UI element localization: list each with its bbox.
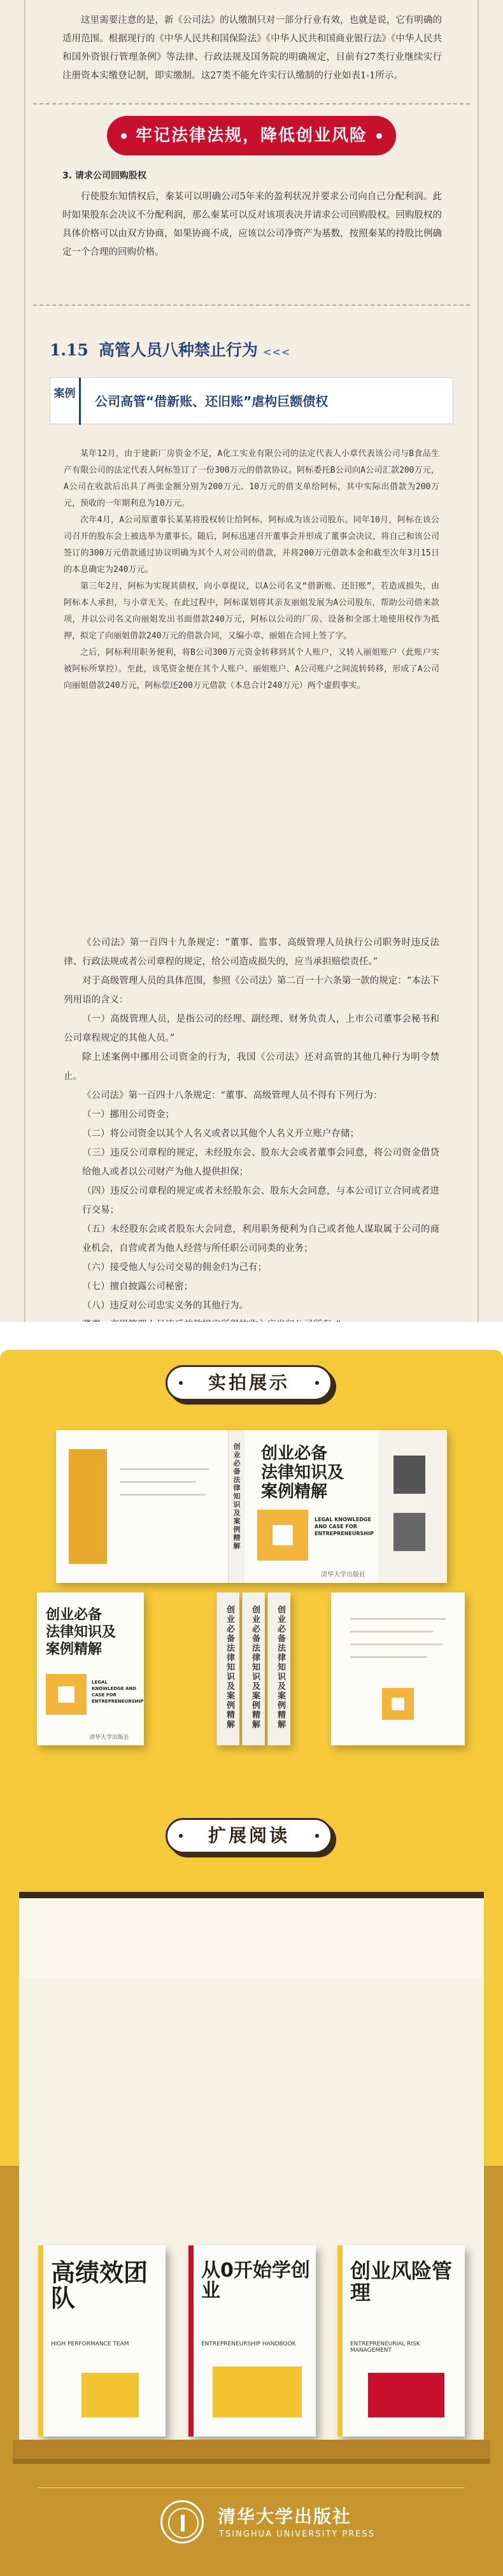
spine-title: 创业必备法律知识及案例精解 <box>225 1605 234 1729</box>
cover-publisher: 清华大学出版社 <box>89 1735 130 1741</box>
author-photo <box>393 1513 425 1551</box>
cover-title <box>46 1606 116 1658</box>
ext-book[interactable] <box>38 2245 166 2436</box>
book-spine-photo <box>267 1592 290 1745</box>
chapter-title: 高管人员八种禁止行为 <box>98 341 258 359</box>
publisher-name: 清华大学出版社 <box>218 2506 352 2527</box>
cover-subtitle: LEGAL KNOWLEDGE AND CASE FOR ENTREPRENEURSHIP <box>92 1680 144 1704</box>
footer-divider <box>38 2487 465 2488</box>
cover-subtitle: LEGAL KNOWLEDGE AND CASE FOR ENTREPRENEURSHIP <box>315 1517 374 1536</box>
chapter-arrows: <<< <box>262 346 291 358</box>
showcase-heading: 实拍展示 <box>166 1365 332 1401</box>
law-paragraph: （一）高级管理人员，是指公司的经理、副经理、财务负责人，上市公司董事会秘书和公司章程规定的其他人员。” <box>64 1014 439 1043</box>
law-paragraph: 对于高级管理人员的具体范围，参照《公司法》第二百一十六条第一款的规定：“本法下列用语的含义： <box>64 976 439 1005</box>
tip-title: 3. 请求公司回购股权 <box>62 171 146 181</box>
divider <box>33 103 470 104</box>
intro-paragraph: 这里需要注意的是，新《公司法》的认缴制只对一部分行业有效，也就是说，它有明确的适用范围。根据现行的《中华人民共和国保险法》《中华人民共和国商业银行法》《中华人民共和国外资银行管理条例》等法律、行政法规及国务院的明确规定，目前有27类行业继续实行注册资本实缴登记制，即实缴制。这27类不能允许实行认缴制的行业如表1-1所示。 <box>62 15 442 81</box>
cover-title-line: 创业必备 <box>261 1444 328 1463</box>
book-spine <box>228 1430 244 1583</box>
cover-title-line: 法律知识及 <box>46 1624 117 1640</box>
showcase-top-stripe <box>0 1322 503 1359</box>
case-paragraph: 之后，阿标利用职务便利，将B公司300万元资金转移到其个人账户，又转入丽姐账户（此账户实被阿标所掌控）。至此，该笔资金便在其个人账户、丽姐账户、A公司账户之间流转转移，形成了A公司向丽姐借款240万元，阿标偿还200万元借款（本息合计240万元）两个虚假事实。 <box>64 648 439 691</box>
book-spread <box>56 1430 447 1583</box>
book-back-cover-photo <box>331 1592 465 1745</box>
law-item: （四）违反公司章程的规定或者未经股东会、股东大会同意，与本公司订立合同或者进行交易； <box>82 1186 439 1215</box>
law-paragraph: 《公司法》第一百四十八条规定：“董事、高级管理人员不得有下列行为： <box>82 1091 383 1101</box>
ext-book[interactable] <box>188 2245 316 2436</box>
intro-block <box>62 11 442 85</box>
book-flap <box>378 1430 447 1583</box>
text-line <box>120 1494 206 1496</box>
ext-book-title: 创业风险管理 <box>350 2259 453 2305</box>
spine-title: 创业必备法律知识及案例精解 <box>276 1605 285 1729</box>
cube-logo <box>257 1510 308 1561</box>
law-item: （七）擅自披露公司秘密； <box>82 1282 193 1292</box>
text-line <box>350 1643 443 1645</box>
case-body <box>64 446 439 694</box>
case-title: 公司高管“借新账、还旧账”虐构巨额债权 <box>95 394 329 409</box>
bookshelf <box>13 2440 490 2459</box>
spine-title: 创业必备法律知识及案例精解 <box>232 1443 241 1550</box>
cube-hole <box>392 1698 404 1710</box>
cover-title-line: 案例精解 <box>46 1642 103 1657</box>
text-line <box>120 1481 196 1483</box>
book-back-cover <box>56 1430 228 1583</box>
law-item: （一）挪用公司资金； <box>82 1110 174 1120</box>
law-item: （八）违反对公司忠实义务的其他行为。 <box>82 1301 248 1311</box>
chapter-heading <box>50 338 290 361</box>
ext-book-title: 高绩效团队 <box>51 2259 148 2312</box>
cover-publisher: 清华大学出版社 <box>321 1571 365 1578</box>
tip-block <box>62 167 442 262</box>
cube-hole <box>58 1686 74 1703</box>
publisher-name-en: TSINGHUA UNIVERSITY PRESS <box>219 2529 376 2539</box>
case-title-box <box>50 377 453 424</box>
cube-hole <box>273 1525 293 1545</box>
cover-art <box>368 2373 444 2417</box>
law-item: （二）将公司资金以其个人名义或者以其他个人名义开立账户存储； <box>82 1129 359 1139</box>
cover-title-line: 法律知识及 <box>261 1463 344 1482</box>
ext-book-en: ENTREPRENEURIAL RISK MANAGEMENT <box>350 2341 420 2354</box>
tip-body: 行使股东知情权后，秦某可以明确公司5年来的盈利状况并要求公司向自己分配利润。此时如果股东会决议不分配利润，那么秦某可以反对该项表决并请求公司回购股权。回购股权的具体价格可以由双方协商，如果协商不成，应该以公司净资产为基数，按照秦某的持股比例确定一个合理的回购价格。 <box>62 192 442 257</box>
law-item: （五）未经股东会或者股东大会同意，利用职务便利为自己或者他人谋取属于公司的商业机会，自营或者为他人经营与所任职公司同类的业务； <box>82 1224 439 1254</box>
law-paragraph: 除上述案例中挪用公司资金的行为，我国《公司法》还对高管的其他几种行为明令禁止。 <box>64 1052 439 1082</box>
ext-book-en: HIGH PERFORMANCE TEAM <box>51 2341 129 2347</box>
book-front-cover <box>244 1430 378 1583</box>
ext-book-en: ENTREPRENEURSHIP HANDBOOK <box>201 2341 296 2347</box>
case-paragraph: 第三年2月，阿标为实现其债权，向小章提议，以A公司名义“借新账、还旧账”，若造成损失，由阿标本人承担，与小章无关。在此过程中，阿标谋划将其亲友丽姐发展为A公司股东，帮助公司借来款项，并以公司名义向丽姐发出书面借款240万元，阿标以公司的厂房、设备和全部土地使用权作为抵押，拟定了向丽姐借款240万元的借款合同，又编小章、丽姐在合同上签了字。 <box>64 582 439 641</box>
law-item: （三）违反公司章程的规定，未经股东会、股东大会或者董事会同意，将公司资金借贷给他人或者以公司财产为他人提供担保； <box>82 1148 439 1177</box>
book-spine-photo <box>242 1592 265 1745</box>
law-section <box>64 933 439 1335</box>
extended-heading: 扩展阅读 <box>166 1818 332 1854</box>
book-front-cover-photo <box>37 1592 144 1745</box>
divider <box>33 304 470 306</box>
text-line <box>350 1618 446 1620</box>
ext-book-title: 从0开始学创业 <box>201 2259 310 2302</box>
showcase-section <box>0 1322 503 1784</box>
text-line <box>350 1656 427 1658</box>
cube-logo <box>46 1674 87 1715</box>
text-line <box>120 1468 209 1470</box>
university-seal-icon <box>160 2500 204 2544</box>
law-paragraph: 《公司法》第一百四十九条规定：“董事、监事、高级管理人员执行公司职务时违反法律、行政法规或者公司章程的规定，给公司造成损失的，应当承担赔偿责任。” <box>64 938 439 967</box>
extended-reading-section <box>0 1784 503 2576</box>
cover-title-line: 案例精解 <box>261 1482 328 1501</box>
book-spine-photo <box>216 1592 239 1745</box>
chapter-number: 1.15 <box>50 341 89 359</box>
cube-logo <box>382 1688 414 1720</box>
case-paragraph: 某年12月，由于建新厂房资金不足，A化工实业有限公司的法定代表人小章代表该公司与B食品生产有限公司的法定代表人阿标签订了一份300万元的借款协议。阿标委托B公司向A公司汇款200万元，A公司在收款后出具了两张金额分别为200万元、10万元的借支单给阿标，其中实际出借款为200万元，预收的一年期利息为10万元。 <box>64 449 439 508</box>
tip-banner: 牢记法律法规，降低创业风险 <box>107 116 396 155</box>
text-line <box>350 1631 433 1633</box>
cover-art <box>213 2366 302 2417</box>
case-tag <box>50 378 81 425</box>
author-photo <box>393 1456 425 1494</box>
law-item: （六）接受他人与公司交易的佣金归为己有； <box>82 1263 267 1273</box>
ext-wall-top <box>19 1892 484 1981</box>
spine-title: 创业必备法律知识及案例精解 <box>250 1605 260 1729</box>
cover-title <box>261 1444 344 1501</box>
case-paragraph: 次年4月，A公司原董事长某某将股权转让给阿标，阿标成为该公司股东。同年10月，阿标在该公司召开的股东会上被选举为董事长。随后，阿标迅速召开董事会并形成了董事会决议，将自己和该公司签订的300万元借款通过协议明确为其个人对公司的借款，并将200万元借款本金和截至次年3月15日的本息确定为240万元。 <box>64 515 439 575</box>
cube-art <box>69 1449 107 1564</box>
cover-art <box>81 2373 139 2417</box>
ext-book[interactable] <box>337 2245 465 2436</box>
case-tag-text: 案例 <box>53 387 76 400</box>
cover-title-line: 创业必备 <box>46 1607 103 1623</box>
